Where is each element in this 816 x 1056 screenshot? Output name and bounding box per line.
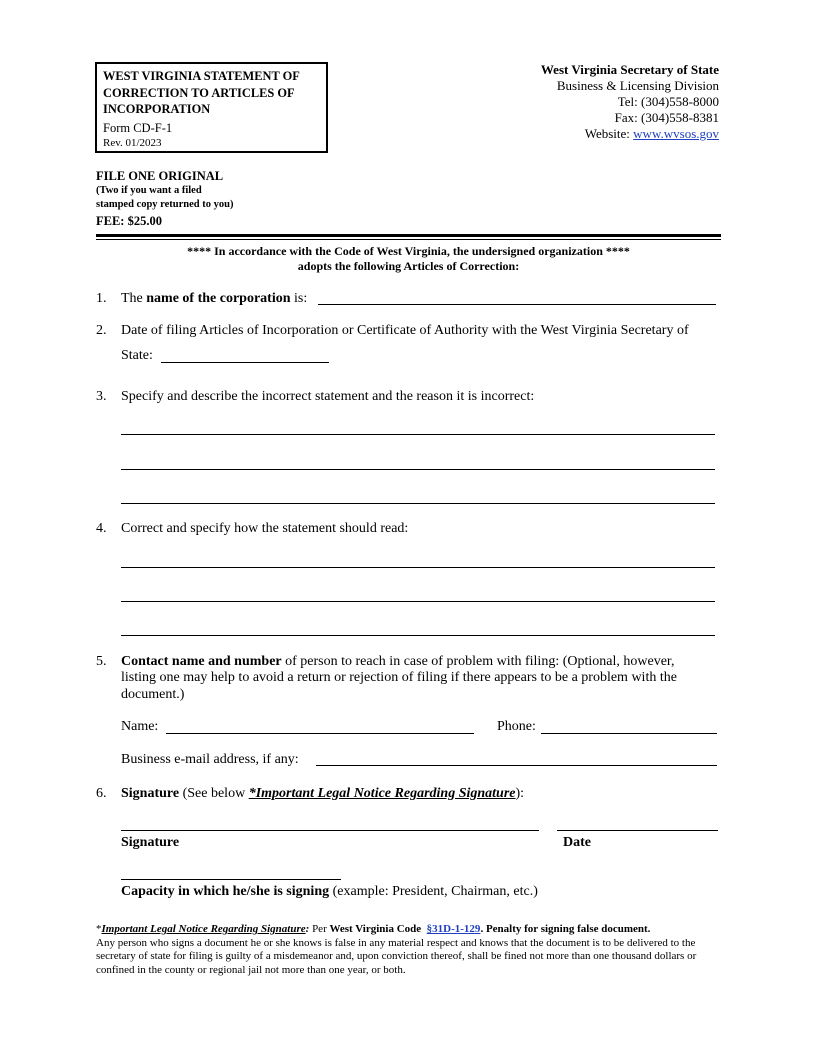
office-contact-block bbox=[541, 62, 719, 142]
item-1-pre: The bbox=[121, 291, 147, 306]
website-link[interactable]: www.wvsos.gov bbox=[633, 126, 719, 141]
form-title-box bbox=[95, 62, 328, 153]
notice-body: Any person who signs a document he or she knows is false in any material respect and knows that the document is to be delivered to the secretary of state for filing is guilty of a misdemeanor and, upon conviction thereof, shall be fined not more than one thousand dollars or confined in the county or regional jail not more than one year, or both. bbox=[96, 936, 697, 976]
notice-penalty: . Penalty for signing false document. bbox=[480, 923, 651, 935]
item-2-state-label: State: bbox=[121, 348, 153, 363]
office-tel: Tel: (304)558-8000 bbox=[617, 94, 719, 109]
form-title-line-3: INCORPORATION bbox=[103, 102, 211, 116]
item-4-number: 4. bbox=[96, 521, 107, 536]
contact-phone-field[interactable] bbox=[541, 733, 717, 734]
form-revision: Rev. 01/2023 bbox=[103, 136, 162, 149]
copy-note-2: stamped copy returned to you) bbox=[96, 199, 234, 210]
contact-phone-label: Phone: bbox=[497, 719, 536, 734]
item-1-number: 1. bbox=[96, 291, 107, 306]
item-6-pre: (See below bbox=[179, 786, 249, 801]
item-5-number: 5. bbox=[96, 654, 107, 669]
signature-field[interactable] bbox=[121, 830, 539, 831]
item-5-line-3: document.) bbox=[121, 687, 185, 702]
accordance-line-1: **** In accordance with the Code of West Virginia, the undersigned organization **** bbox=[187, 244, 630, 258]
corporation-name-field[interactable] bbox=[318, 304, 716, 305]
item-5-line-1 bbox=[121, 653, 675, 670]
header-divider-thick bbox=[96, 234, 721, 237]
item-5-post: of person to reach in case of problem with filing: (Optional, however, bbox=[281, 654, 675, 669]
item-5-line-2: listing one may help to avoid a return or rejection of filing if there appears to be a problem with the bbox=[121, 670, 677, 685]
item-6-notice-reference: *Important Legal Notice Regarding Signature bbox=[248, 786, 516, 801]
office-fax: Fax: (304)558-8381 bbox=[614, 110, 719, 125]
item-2-number: 2. bbox=[96, 323, 107, 338]
incorrect-statement-line-2[interactable] bbox=[121, 469, 715, 470]
business-email-field[interactable] bbox=[316, 765, 717, 766]
item-5-bold: Contact name and number bbox=[121, 654, 282, 669]
item-1-label bbox=[121, 290, 307, 307]
capacity-bold: Capacity in which he/she is signing bbox=[121, 884, 330, 899]
date-field[interactable] bbox=[557, 830, 718, 831]
copy-note-1: (Two if you want a filed bbox=[96, 185, 202, 196]
contact-name-label: Name: bbox=[121, 719, 159, 734]
date-label: Date bbox=[563, 835, 591, 850]
legal-notice bbox=[96, 923, 724, 977]
item-1-bold: name of the corporation bbox=[146, 291, 291, 306]
item-4-text: Correct and specify how the statement should read: bbox=[121, 521, 409, 536]
notice-code: West Virginia Code bbox=[329, 923, 422, 935]
website-label: Website: bbox=[584, 126, 634, 141]
capacity-field[interactable] bbox=[121, 879, 341, 880]
form-title-line-1: WEST VIRGINIA STATEMENT OF bbox=[103, 69, 300, 83]
item-6-text bbox=[121, 785, 524, 802]
filing-instructions bbox=[96, 169, 233, 229]
business-email-label: Business e-mail address, if any: bbox=[121, 752, 299, 767]
capacity-example: (example: President, Chairman, etc.) bbox=[329, 884, 538, 899]
form-title-line-2: CORRECTION TO ARTICLES OF bbox=[103, 85, 295, 100]
accordance-statement bbox=[96, 244, 721, 274]
corrected-statement-line-2[interactable] bbox=[121, 601, 715, 602]
notice-colon: : bbox=[305, 923, 310, 935]
notice-section-link[interactable]: §31D-1-129 bbox=[426, 923, 481, 935]
item-3-number: 3. bbox=[96, 389, 107, 404]
accordance-line-2: adopts the following Articles of Correction: bbox=[297, 259, 520, 273]
notice-heading: Important Legal Notice Regarding Signature bbox=[101, 923, 306, 935]
contact-name-field[interactable] bbox=[166, 733, 474, 734]
notice-per: Per bbox=[309, 923, 330, 935]
item-2-text: Date of filing Articles of Incorporation or Certificate of Authority with the West Virginia Secretary of bbox=[121, 323, 689, 338]
item-1-post: is: bbox=[290, 291, 308, 306]
item-6-number: 6. bbox=[96, 786, 107, 801]
header-divider-thin bbox=[96, 239, 721, 240]
corrected-statement-line-1[interactable] bbox=[121, 567, 715, 568]
office-website bbox=[541, 126, 719, 142]
item-6-bold: Signature bbox=[121, 786, 180, 801]
signature-label: Signature bbox=[121, 835, 180, 850]
office-division: Business & Licensing Division bbox=[556, 78, 719, 93]
filing-date-field[interactable] bbox=[161, 362, 329, 363]
item-3-text: Specify and describe the incorrect statement and the reason it is incorrect: bbox=[121, 389, 535, 404]
corrected-statement-line-3[interactable] bbox=[121, 635, 715, 636]
item-6-post: ): bbox=[515, 786, 525, 801]
capacity-label bbox=[121, 883, 538, 900]
form-number: Form CD-F-1 bbox=[103, 120, 173, 135]
office-name: West Virginia Secretary of State bbox=[540, 62, 719, 77]
filing-fee: FEE: $25.00 bbox=[96, 214, 162, 228]
incorrect-statement-line-3[interactable] bbox=[121, 503, 715, 504]
incorrect-statement-line-1[interactable] bbox=[121, 434, 715, 435]
notice-star: * bbox=[96, 923, 102, 935]
file-one-original: FILE ONE ORIGINAL bbox=[96, 169, 224, 183]
